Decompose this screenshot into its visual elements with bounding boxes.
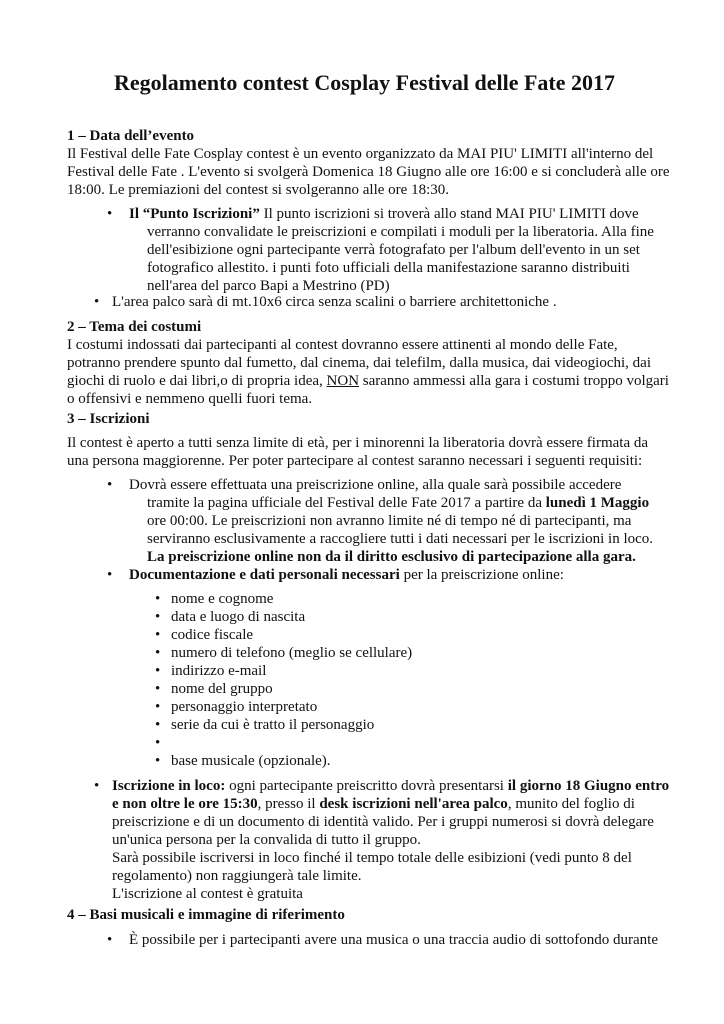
bullet-bold-text: il giorno 18 Giugno entro	[507, 778, 670, 794]
section-3-bullet-iscrizione-in-loco	[94, 777, 670, 903]
list-item: • nome del gruppo	[155, 681, 273, 697]
bullet-icon: •	[155, 627, 161, 643]
bullet-text: L'area palco sarà di mt.10x6 circa senza scalini o barriere architettoniche .	[112, 294, 557, 310]
bullet-icon: •	[155, 645, 161, 661]
section-2-line: giochi di ruolo e dai libri,o di propria idea,	[67, 373, 327, 389]
bullet-text: verranno convalidate le preiscrizioni e compilati i moduli per la liberatoria. Alla fine	[147, 224, 654, 240]
bullet-text: serviranno esclusivamente a raccogliere tutti i dati necessari per le iscrizioni in loco.	[147, 531, 654, 547]
bullet-text: L'iscrizione al contest è gratuita	[112, 886, 303, 902]
section-1-line: Festival delle Fate . L'evento si svolgerà Domenica 18 Giugno alle ore 16:00 e si concluderà alle ore	[67, 164, 670, 180]
bullet-text: preiscrizione e di un documento di identità valido. Per i gruppi numerosi si dovrà delegare	[112, 814, 654, 830]
underlined-non: NON	[326, 373, 360, 389]
bullet-text: regolamento) non raggiungerà tale limite.	[112, 868, 362, 884]
bullet-text: per la preiscrizione online:	[399, 567, 564, 583]
section-4-bullet	[107, 931, 657, 949]
bullet-bold-text: e non oltre le ore 15:30	[112, 796, 258, 812]
bullet-icon: •	[94, 778, 100, 794]
bullet-text: nell'area del parco Bapi a Mestrino (PD)	[147, 278, 390, 294]
bullet-icon: •	[155, 609, 161, 625]
bullet-bold-date: lunedì 1 Maggio	[545, 495, 650, 511]
bullet-icon: •	[155, 753, 161, 769]
bullet-icon: •	[155, 717, 161, 733]
section-1-line: Il Festival delle Fate Cosplay contest è un evento organizzato da MAI PIU' LIMITI all'interno del	[67, 146, 654, 162]
bullet-text: fotografico allestito. i punti foto ufficiali della manifestazione saranno distribuiti	[147, 260, 630, 276]
bullet-text: ogni partecipante preiscritto dovrà presentarsi	[225, 778, 508, 794]
list-item: • indirizzo e-mail	[155, 663, 267, 679]
bullet-bold-label: Iscrizione in loco:	[112, 778, 226, 794]
bullet-icon: •	[107, 932, 113, 948]
section-3-heading-block	[67, 410, 659, 428]
section-3-bullet-documentazione	[107, 566, 657, 584]
section-1-heading: 1 – Data dell’evento	[67, 128, 195, 144]
list-item: • codice fiscale	[155, 627, 254, 643]
bullet-bold-label: Il “Punto Iscrizioni”	[129, 206, 260, 222]
section-2-line: potranno prendere spunto dal fumetto, dal cinema, dai telefilm, dalla musica, dai videogiochi, dai	[67, 355, 651, 371]
section-3-bullet-preiscrizione	[107, 476, 657, 566]
bullet-text: dell'esibizione ogni partecipante verrà fotografato per l'album dell'evento in un set	[147, 242, 640, 258]
bullet-icon: •	[107, 206, 113, 222]
list-item	[155, 734, 655, 752]
bullet-icon: •	[155, 735, 161, 751]
section-1-bullet-punto-iscrizioni	[107, 205, 657, 295]
list-item: • data e luogo di nascita	[155, 609, 306, 625]
section-1-bullet-area-palco	[94, 293, 654, 311]
bullet-icon: •	[155, 681, 161, 697]
section-4-heading: 4 – Basi musicali e immagine di riferimento	[67, 907, 345, 923]
bullet-icon: •	[155, 663, 161, 679]
list-item: • nome e cognome	[155, 591, 274, 607]
bullet-text: , presso il	[257, 796, 320, 812]
bullet-text: Il punto iscrizioni si troverà allo stand MAI PIU' LIMITI dove	[259, 206, 639, 222]
list-item: • serie da cui è tratto il personaggio	[155, 717, 375, 733]
bullet-bold-text: desk iscrizioni nell'area palco	[319, 796, 508, 812]
section-3-heading: 3 – Iscrizioni	[67, 411, 150, 427]
section-2-line: o offensivi e nemmeno quelli fuori tema.	[67, 391, 313, 407]
bullet-bold-note: La preiscrizione online non da il diritto esclusivo di partecipazione alla gara.	[147, 549, 636, 565]
section-1	[67, 127, 670, 199]
section-2-line: saranno ammessi alla gara i costumi troppo volgari	[359, 373, 669, 389]
bullet-text: un'unica persona per la convalida di tutto il gruppo.	[112, 832, 421, 848]
bullet-icon: •	[107, 567, 113, 583]
document-title: Regolamento contest Cosplay Festival delle Fate 2017	[113, 70, 616, 95]
bullet-icon: •	[107, 477, 113, 493]
section-3-line: una persona maggiorenne. Per poter partecipare al contest saranno necessari i seguenti requisiti:	[67, 453, 643, 469]
bullet-icon: •	[94, 294, 100, 310]
bullet-icon: •	[155, 699, 161, 715]
bullet-text: tramite la pagina ufficiale del Festival delle Fate 2017 a partire da	[147, 495, 546, 511]
list-item: • base musicale (opzionale).	[155, 753, 331, 769]
section-2	[67, 318, 669, 408]
section-3-intro	[67, 434, 659, 470]
bullet-text: , munito del foglio di	[507, 796, 635, 812]
list-item: • personaggio interpretato	[155, 699, 318, 715]
bullet-text: È possibile per i partecipanti avere una musica o una traccia audio di sottofondo durante	[129, 932, 658, 948]
section-2-line: I costumi indossati dai partecipanti al contest dovranno essere attinenti al mondo delle Fate,	[67, 337, 618, 353]
bullet-text: Sarà possibile iscriversi in loco finché il tempo totale delle esibizioni (vedi punto 8 del	[112, 850, 632, 866]
bullet-bold-label: Documentazione e dati personali necessari	[129, 567, 400, 583]
section-4	[67, 906, 659, 924]
section-1-line: 18:00. Le premiazioni del contest si svolgeranno alle ore 18:30.	[67, 182, 449, 198]
required-data-list	[155, 590, 655, 770]
section-2-heading: 2 – Tema dei costumi	[67, 319, 202, 335]
list-item: • numero di telefono (meglio se cellulare)	[155, 645, 413, 661]
bullet-text: Dovrà essere effettuata una preiscrizione online, alla quale sarà possibile accedere	[129, 477, 622, 493]
bullet-text: ore 00:00. Le preiscrizioni non avranno limite né di tempo né di partecipanti, ma	[147, 513, 632, 529]
section-3-line: Il contest è aperto a tutti senza limite di età, per i minorenni la liberatoria dovrà essere firmata da	[67, 435, 649, 451]
bullet-icon: •	[155, 591, 161, 607]
